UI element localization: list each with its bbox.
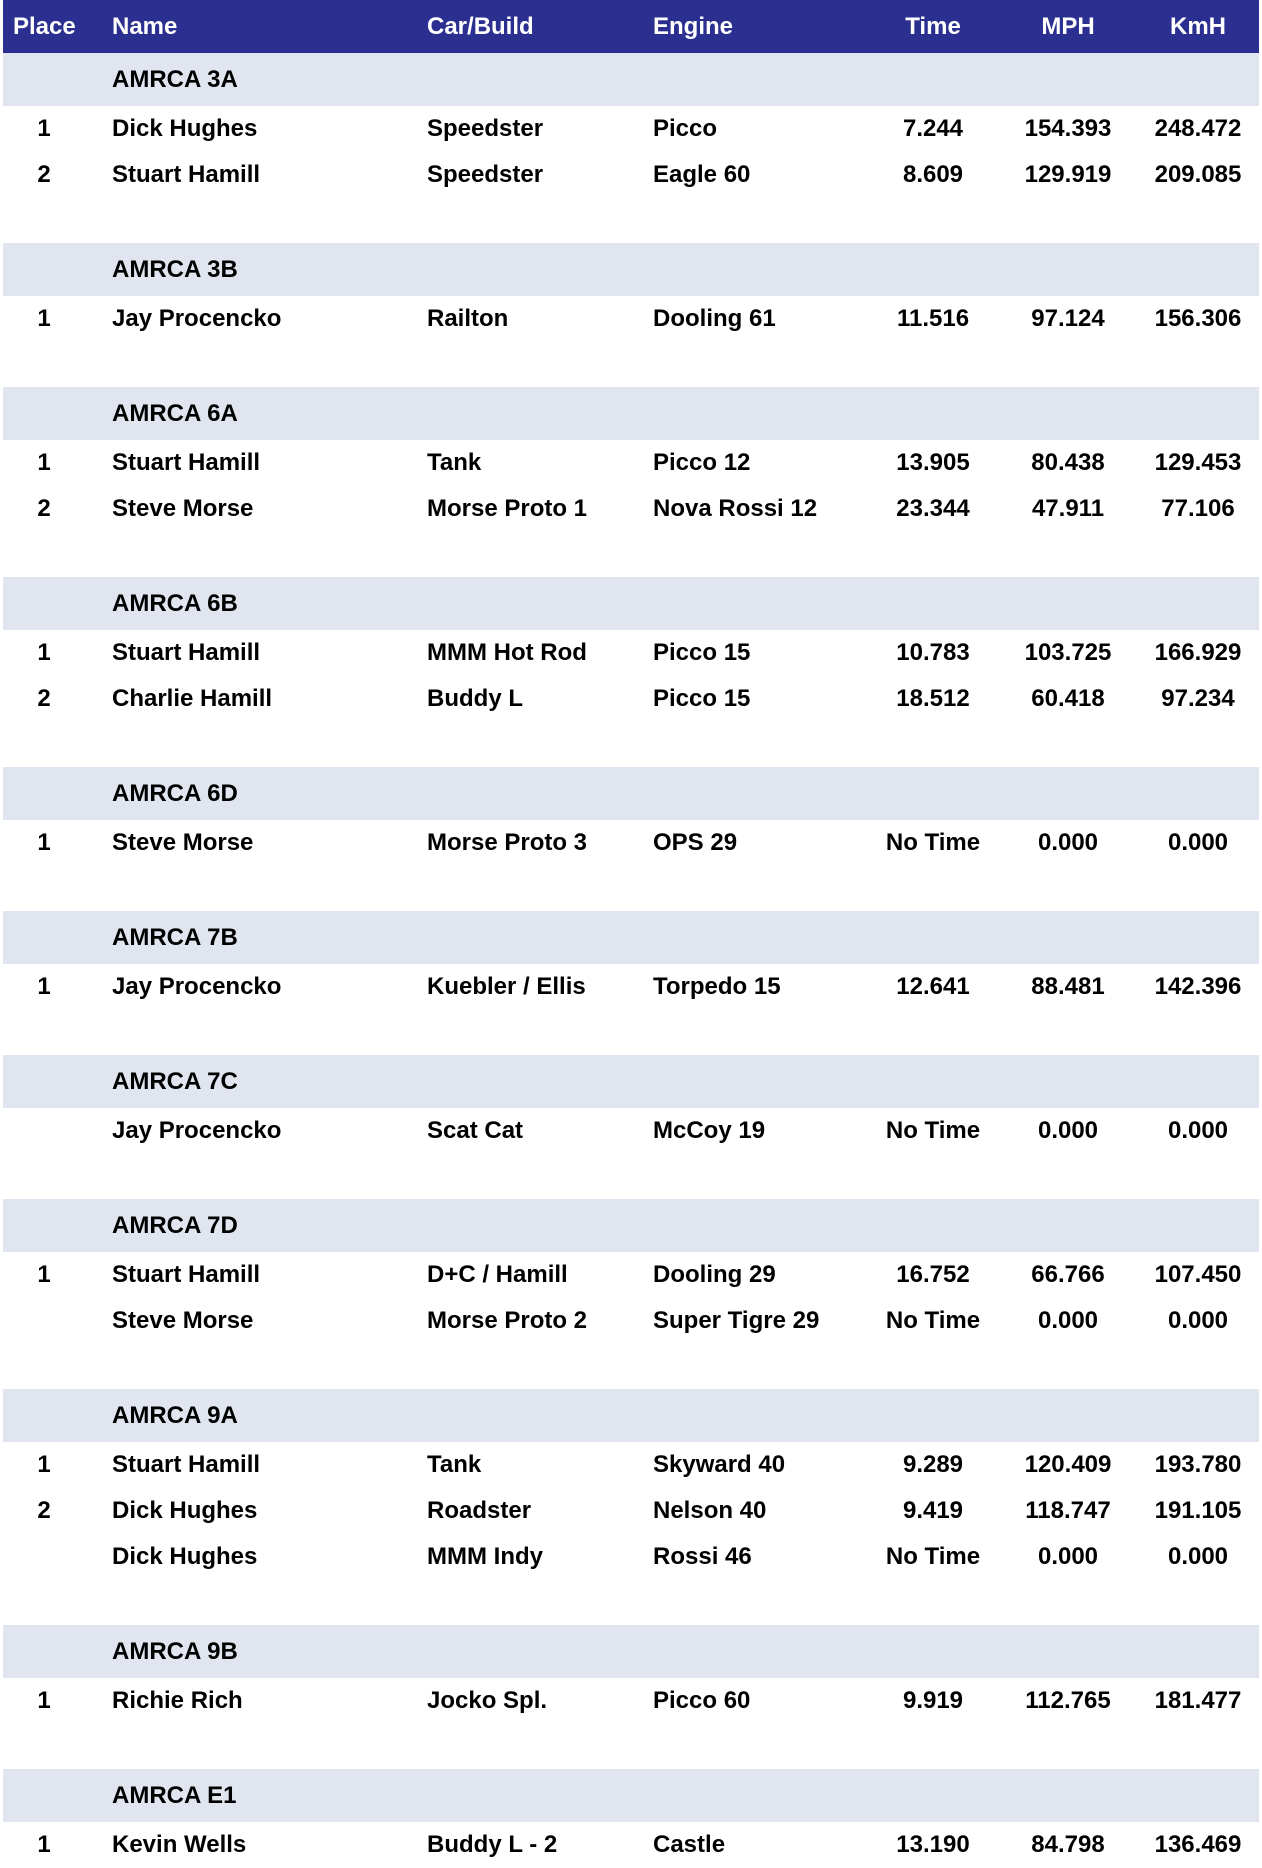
time-cell: No Time xyxy=(885,1117,981,1144)
engine-cell: Dooling 29 xyxy=(653,1261,776,1288)
name-cell: Charlie Hamill xyxy=(112,685,273,712)
name-cell: Stuart Hamill xyxy=(112,1261,261,1288)
mph-cell: 84.798 xyxy=(1031,1831,1105,1858)
engine-cell: Skyward 40 xyxy=(653,1451,786,1478)
time-cell: 13.905 xyxy=(896,449,970,476)
table-header xyxy=(3,0,1259,53)
class-group xyxy=(3,53,1259,198)
car-build-cell: MMM Indy xyxy=(427,1543,543,1570)
engine-cell: Castle xyxy=(653,1831,726,1858)
engine-cell: Picco 15 xyxy=(653,639,751,666)
time-cell: 8.609 xyxy=(902,161,964,188)
place-cell: 2 xyxy=(37,495,51,522)
mph-cell: 88.481 xyxy=(1031,973,1105,1000)
name-cell: Richie Rich xyxy=(112,1687,243,1714)
time-cell: No Time xyxy=(885,1543,981,1570)
engine-cell: Picco 15 xyxy=(653,685,751,712)
mph-cell: 47.911 xyxy=(1031,495,1105,522)
time-cell: No Time xyxy=(885,829,981,856)
class-title: AMRCA 3B xyxy=(112,256,238,283)
name-cell: Steve Morse xyxy=(112,829,254,856)
class-group xyxy=(3,342,1259,532)
car-build-cell: Speedster xyxy=(427,161,544,188)
group-spacer xyxy=(3,198,1259,243)
class-title: AMRCA 7C xyxy=(112,1068,238,1095)
car-build-cell: Speedster xyxy=(427,115,544,142)
engine-cell: Torpedo 15 xyxy=(653,973,781,1000)
mph-cell: 0.000 xyxy=(1037,1117,1099,1144)
class-group xyxy=(3,1580,1259,1724)
kmh-cell: 136.469 xyxy=(1154,1831,1242,1858)
results-body xyxy=(3,53,1259,1868)
table-row xyxy=(3,1442,1259,1488)
table-row xyxy=(3,106,1259,152)
table-row xyxy=(3,440,1259,486)
mph-cell: 129.919 xyxy=(1024,161,1112,188)
place-cell: 1 xyxy=(37,1451,51,1478)
table-row xyxy=(3,1534,1259,1580)
time-cell: 23.344 xyxy=(896,495,970,522)
kmh-cell: 107.450 xyxy=(1154,1261,1242,1288)
header-kmh: KmH xyxy=(1169,13,1226,40)
kmh-cell: 166.929 xyxy=(1154,639,1242,666)
car-build-cell: Railton xyxy=(427,305,509,332)
header-mph: MPH xyxy=(1041,13,1095,40)
class-group xyxy=(3,1154,1259,1344)
mph-cell: 97.124 xyxy=(1031,305,1105,332)
car-build-cell: Buddy L xyxy=(427,685,523,712)
group-spacer xyxy=(3,532,1259,577)
engine-cell: Dooling 61 xyxy=(653,305,776,332)
time-cell: 9.289 xyxy=(902,1451,964,1478)
table-row xyxy=(3,1678,1259,1724)
name-cell: Stuart Hamill xyxy=(112,639,261,666)
car-build-cell: Buddy L - 2 xyxy=(427,1831,558,1858)
table-row xyxy=(3,676,1259,722)
group-spacer xyxy=(3,1010,1259,1055)
class-title: AMRCA E1 xyxy=(112,1782,237,1809)
table-row xyxy=(3,296,1259,342)
table-row xyxy=(3,152,1259,198)
kmh-cell: 191.105 xyxy=(1154,1497,1242,1524)
kmh-cell: 193.780 xyxy=(1154,1451,1242,1478)
class-header-row xyxy=(3,1389,1259,1442)
name-cell: Steve Morse xyxy=(112,1307,254,1334)
car-build-cell: MMM Hot Rod xyxy=(427,639,587,666)
kmh-cell: 156.306 xyxy=(1154,305,1242,332)
group-spacer xyxy=(3,342,1259,387)
time-cell: 18.512 xyxy=(896,685,970,712)
car-build-cell: Kuebler / Ellis xyxy=(427,973,586,1000)
name-cell: Dick Hughes xyxy=(112,1543,258,1570)
mph-cell: 103.725 xyxy=(1024,639,1112,666)
table-row xyxy=(3,630,1259,676)
time-cell: 13.190 xyxy=(896,1831,970,1858)
name-cell: Steve Morse xyxy=(112,495,254,522)
name-cell: Stuart Hamill xyxy=(112,1451,261,1478)
header-time: Time xyxy=(905,13,961,40)
class-title: AMRCA 6D xyxy=(112,780,238,807)
group-spacer xyxy=(3,1724,1259,1769)
time-cell: 10.783 xyxy=(896,639,970,666)
name-cell: Stuart Hamill xyxy=(112,161,261,188)
place-cell: 1 xyxy=(37,1687,51,1714)
time-cell: No Time xyxy=(885,1307,981,1334)
group-spacer xyxy=(3,722,1259,767)
engine-cell: Nelson 40 xyxy=(653,1497,767,1524)
time-cell: 9.419 xyxy=(902,1497,964,1524)
class-header-row xyxy=(3,1055,1259,1108)
mph-cell: 66.766 xyxy=(1031,1261,1105,1288)
header-engine: Engine xyxy=(653,13,734,40)
place-cell: 2 xyxy=(37,1497,51,1524)
class-title: AMRCA 7B xyxy=(112,924,238,951)
time-cell: 9.919 xyxy=(902,1687,964,1714)
place-cell: 1 xyxy=(37,1261,51,1288)
header-car-build: Car/Build xyxy=(427,13,534,40)
class-group xyxy=(3,1724,1259,1868)
name-cell: Stuart Hamill xyxy=(112,449,261,476)
class-group xyxy=(3,866,1259,1010)
mph-cell: 120.409 xyxy=(1024,1451,1112,1478)
time-cell: 16.752 xyxy=(896,1261,970,1288)
kmh-cell: 0.000 xyxy=(1167,1117,1229,1144)
class-header-row xyxy=(3,767,1259,820)
name-cell: Jay Procencko xyxy=(112,1117,282,1144)
engine-cell: Rossi 46 xyxy=(653,1543,752,1570)
table-row xyxy=(3,1822,1259,1868)
mph-cell: 0.000 xyxy=(1037,829,1099,856)
name-cell: Dick Hughes xyxy=(112,115,258,142)
class-title: AMRCA 9A xyxy=(112,1402,238,1429)
kmh-cell: 181.477 xyxy=(1154,1687,1242,1714)
time-cell: 12.641 xyxy=(896,973,970,1000)
class-group xyxy=(3,1010,1259,1154)
mph-cell: 112.765 xyxy=(1025,1687,1111,1714)
mph-cell: 118.747 xyxy=(1025,1497,1111,1524)
class-header-row xyxy=(3,577,1259,630)
group-spacer xyxy=(3,866,1259,911)
car-build-cell: Tank xyxy=(427,1451,482,1478)
class-header-row xyxy=(3,1769,1259,1822)
table-row xyxy=(3,1252,1259,1298)
name-cell: Kevin Wells xyxy=(112,1831,247,1858)
mph-cell: 80.438 xyxy=(1031,449,1105,476)
place-cell: 1 xyxy=(37,973,51,1000)
place-cell: 1 xyxy=(37,639,51,666)
mph-cell: 154.393 xyxy=(1024,115,1112,142)
engine-cell: OPS 29 xyxy=(653,829,738,856)
kmh-cell: 209.085 xyxy=(1154,161,1242,188)
car-build-cell: D+C / Hamill xyxy=(427,1261,568,1288)
engine-cell: Super Tigre 29 xyxy=(653,1307,820,1334)
car-build-cell: Roadster xyxy=(427,1497,532,1524)
kmh-cell: 0.000 xyxy=(1167,829,1229,856)
group-spacer xyxy=(3,1580,1259,1625)
class-group xyxy=(3,722,1259,866)
class-title: AMRCA 3A xyxy=(112,66,238,93)
time-cell: 7.244 xyxy=(902,115,964,142)
car-build-cell: Morse Proto 2 xyxy=(427,1307,588,1334)
class-header-row xyxy=(3,1199,1259,1252)
mph-cell: 0.000 xyxy=(1037,1307,1099,1334)
class-group xyxy=(3,1344,1259,1580)
table-row xyxy=(3,820,1259,866)
time-cell: 11.516 xyxy=(896,305,970,332)
table-row xyxy=(3,1108,1259,1154)
group-spacer xyxy=(3,1344,1259,1389)
table-row xyxy=(3,1298,1259,1344)
name-cell: Jay Procencko xyxy=(112,305,282,332)
car-build-cell: Tank xyxy=(427,449,482,476)
class-header-row xyxy=(3,911,1259,964)
engine-cell: Picco 60 xyxy=(653,1687,751,1714)
car-build-cell: Morse Proto 3 xyxy=(427,829,588,856)
mph-cell: 0.000 xyxy=(1037,1543,1099,1570)
class-header-row xyxy=(3,1625,1259,1678)
table-row xyxy=(3,486,1259,532)
class-header-row xyxy=(3,53,1259,106)
header-name: Name xyxy=(112,13,178,40)
engine-cell: Picco xyxy=(653,115,718,142)
car-build-cell: Jocko Spl. xyxy=(427,1687,548,1714)
engine-cell: McCoy 19 xyxy=(653,1117,766,1144)
class-title: AMRCA 7D xyxy=(112,1212,238,1239)
class-title: AMRCA 6A xyxy=(112,400,238,427)
class-title: AMRCA 9B xyxy=(112,1638,238,1665)
class-group xyxy=(3,532,1259,722)
car-build-cell: Morse Proto 1 xyxy=(427,495,588,522)
engine-cell: Picco 12 xyxy=(653,449,751,476)
place-cell: 2 xyxy=(37,161,51,188)
header-place: Place xyxy=(13,13,76,40)
kmh-cell: 97.234 xyxy=(1161,685,1235,712)
place-cell: 1 xyxy=(37,829,51,856)
class-header-row xyxy=(3,387,1259,440)
mph-cell: 60.418 xyxy=(1031,685,1105,712)
kmh-cell: 129.453 xyxy=(1154,449,1242,476)
car-build-cell: Scat Cat xyxy=(427,1117,524,1144)
place-cell: 1 xyxy=(37,449,51,476)
group-spacer xyxy=(3,1154,1259,1199)
table-row xyxy=(3,1488,1259,1534)
kmh-cell: 77.106 xyxy=(1161,495,1235,522)
kmh-cell: 142.396 xyxy=(1154,973,1242,1000)
name-cell: Jay Procencko xyxy=(112,973,282,1000)
kmh-cell: 248.472 xyxy=(1154,115,1242,142)
place-cell: 2 xyxy=(37,685,51,712)
kmh-cell: 0.000 xyxy=(1167,1543,1229,1570)
place-cell: 1 xyxy=(37,305,51,332)
class-title: AMRCA 6B xyxy=(112,590,238,617)
results-table xyxy=(3,0,1259,1868)
place-cell: 1 xyxy=(37,1831,51,1858)
name-cell: Dick Hughes xyxy=(112,1497,258,1524)
kmh-cell: 0.000 xyxy=(1167,1307,1229,1334)
table-row xyxy=(3,964,1259,1010)
class-header-row xyxy=(3,243,1259,296)
engine-cell: Nova Rossi 12 xyxy=(653,495,818,522)
engine-cell: Eagle 60 xyxy=(653,161,751,188)
class-group xyxy=(3,198,1259,342)
place-cell: 1 xyxy=(37,115,51,142)
